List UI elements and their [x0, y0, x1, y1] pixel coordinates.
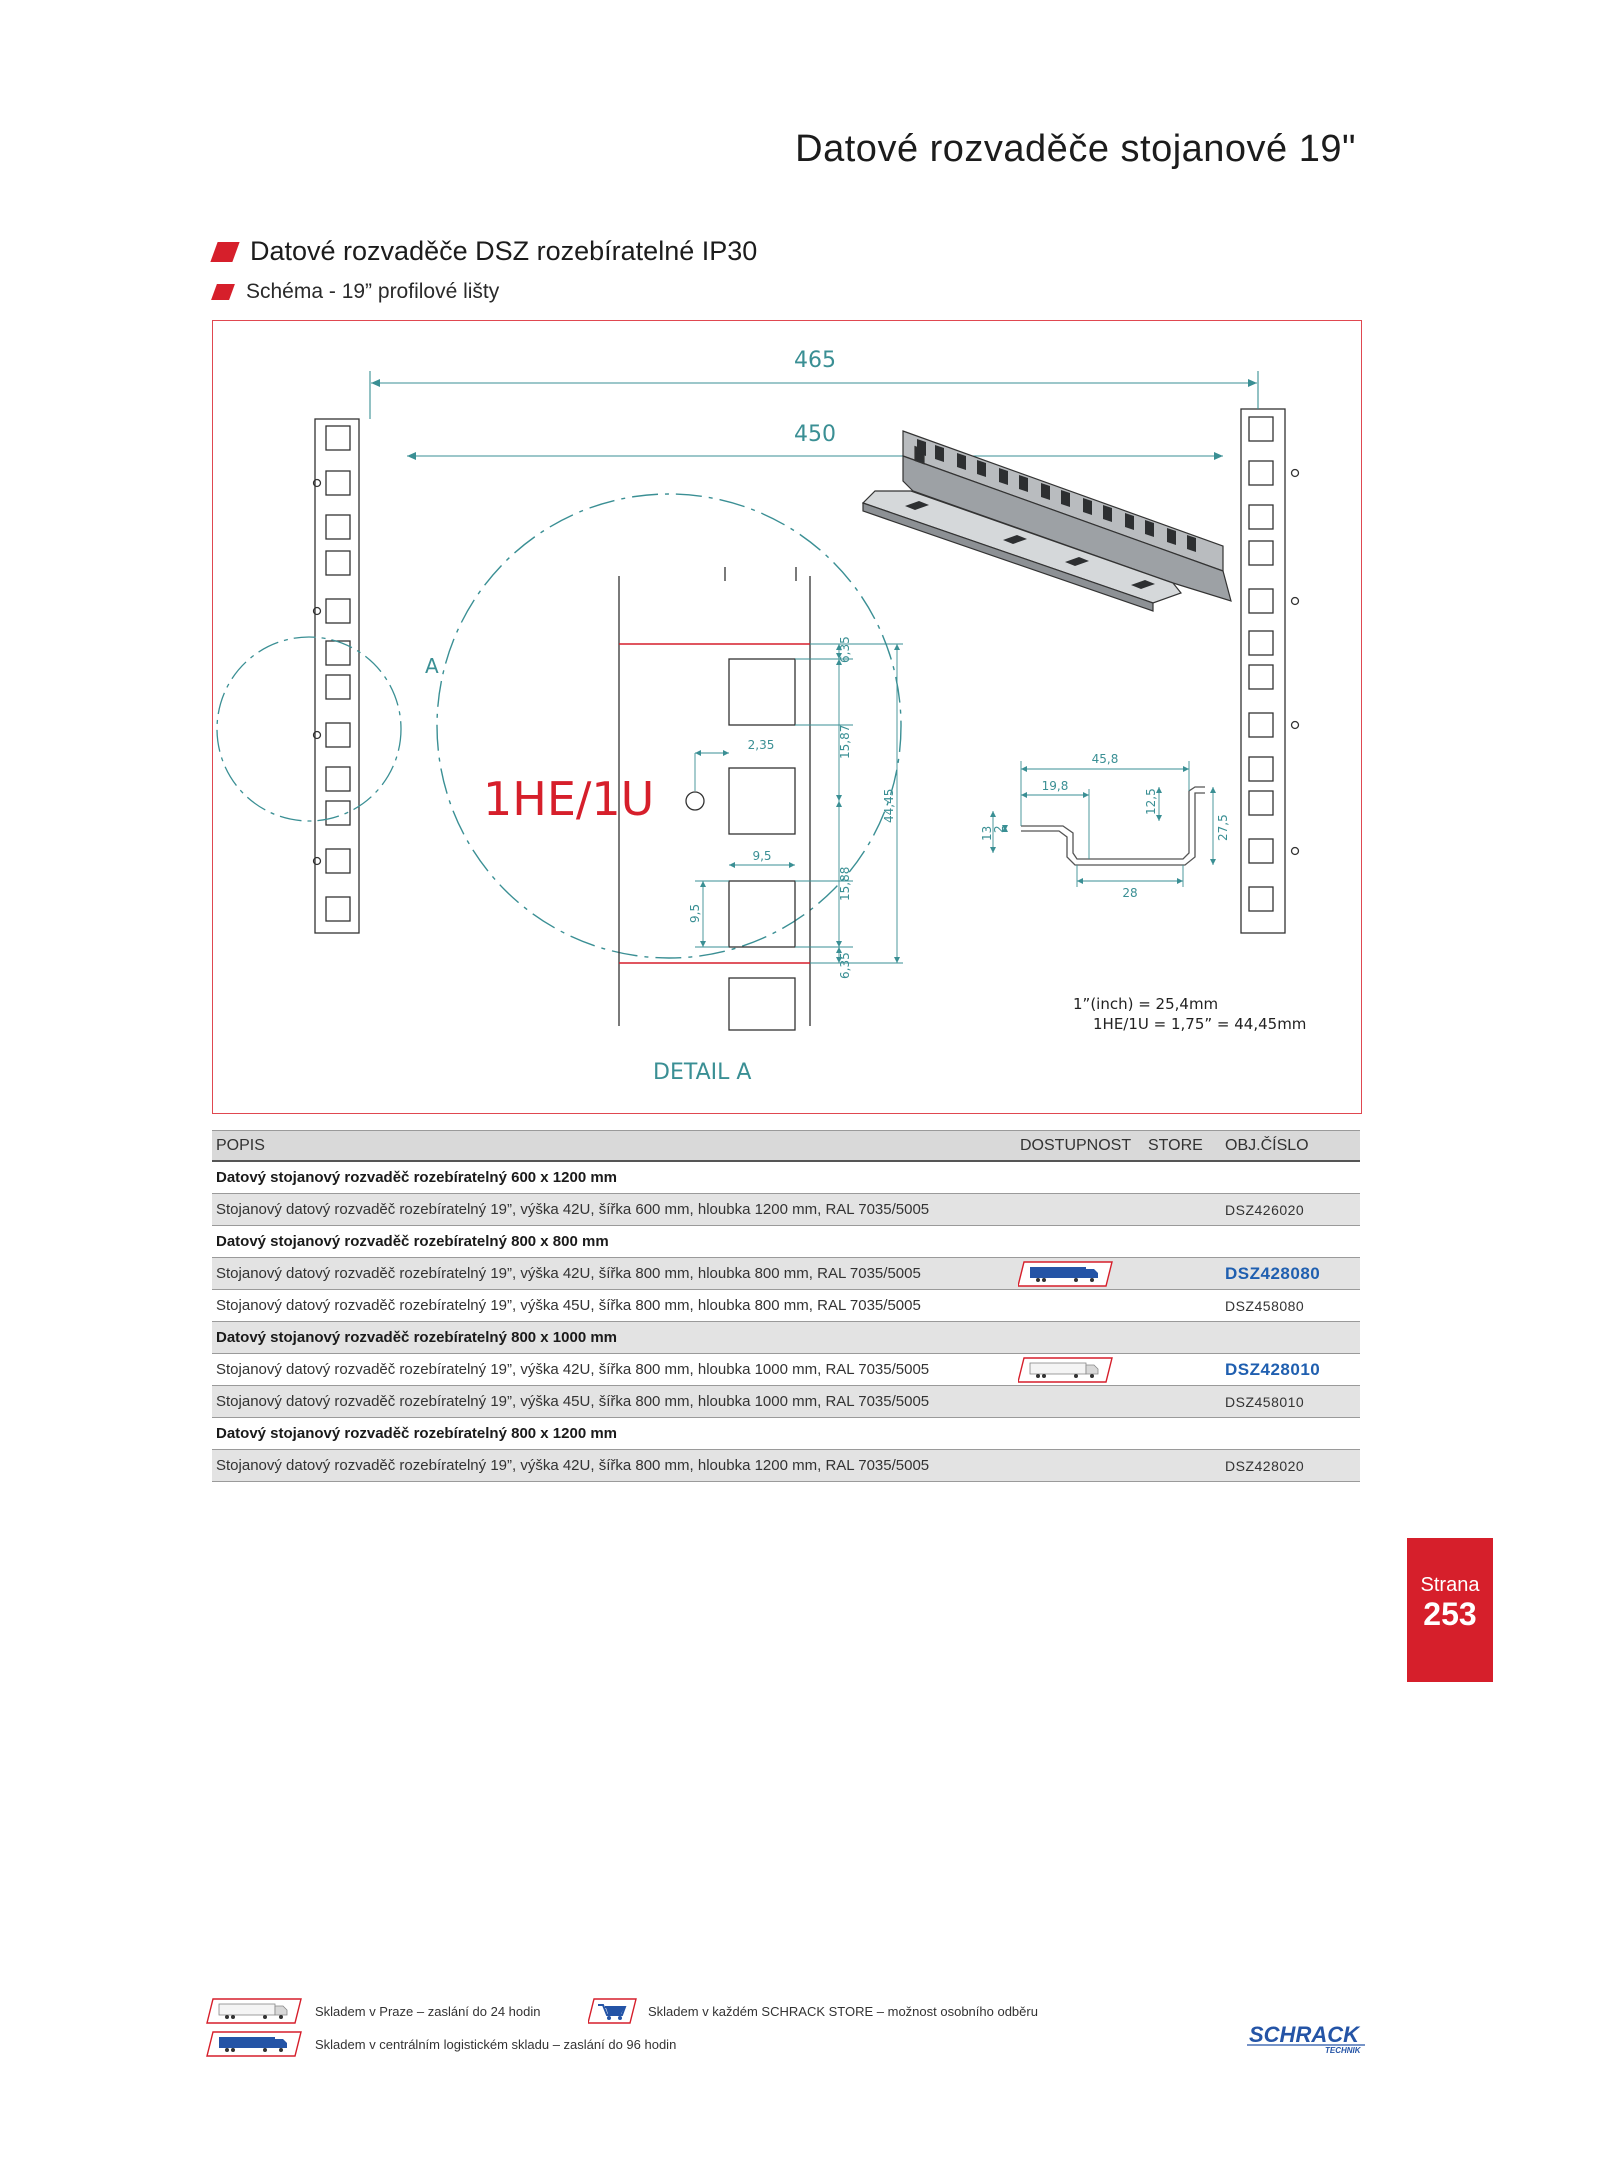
dimension-450: 450: [794, 422, 836, 447]
svg-text:6,35: 6,35: [838, 636, 852, 663]
svg-text:9,5: 9,5: [752, 849, 772, 863]
schema-drawing: [212, 320, 1362, 1114]
legend-prague: Skladem v Praze – zaslání do 24 hodin: [205, 1998, 540, 2024]
table-row: Stojanový datový rozvaděč rozebíratelný 19”, výška 42U, šířka 800 mm, hloubka 1000 mm, RAL 7035/5005 DSZ428010: [212, 1354, 1360, 1386]
svg-text:TECHNIK: TECHNIK: [1325, 2046, 1361, 2055]
product-table: [212, 1130, 1360, 1482]
svg-text:6,35: 6,35: [838, 952, 852, 979]
order-code: DSZ426020: [1225, 1201, 1305, 1218]
order-code: DSZ458080: [1225, 1297, 1305, 1314]
red-marker-icon: [211, 284, 235, 300]
shopping-cart-icon: [588, 1998, 638, 2024]
svg-text:2,35: 2,35: [747, 738, 775, 752]
prague-warehouse-truck-icon: [205, 1998, 305, 2024]
svg-text:15,88: 15,88: [838, 866, 852, 901]
svg-text:45,8: 45,8: [1091, 752, 1119, 766]
svg-text:9,5: 9,5: [688, 903, 702, 923]
red-marker-icon: [210, 242, 239, 262]
table-row: Stojanový datový rozvaděč rozebíratelný 19”, výška 42U, šířka 600 mm, hloubka 1200 mm, RAL 7035/5005 DSZ426020: [212, 1194, 1360, 1226]
page-number: 253: [1423, 1596, 1477, 1632]
rail-3d-illustration: [863, 431, 1231, 611]
profile-cross-section: [1021, 787, 1205, 865]
section-title: Datové rozvaděče DSZ rozebíratelné IP30: [250, 236, 758, 266]
svg-text:44,45: 44,45: [882, 788, 896, 823]
svg-text:SCHRACK: SCHRACK: [1249, 2022, 1359, 2047]
right-rail: [1241, 409, 1299, 933]
svg-text:13: 13: [980, 825, 994, 841]
dimension-465: 465: [794, 348, 836, 373]
section-heading: [214, 236, 757, 267]
svg-text:15,87: 15,87: [838, 724, 852, 759]
table-group-row: Datový stojanový rozvaděč rozebíratelný 600 x 1200 mm: [212, 1162, 1360, 1194]
rail-schematic: [213, 321, 1361, 1113]
legend-store: Skladem v každém SCHRACK STORE – možnost osobního odběru: [588, 1998, 1038, 2024]
note-inch: 1”(inch) = 25,4mm: [1073, 995, 1219, 1013]
svg-text:19,8: 19,8: [1041, 779, 1069, 793]
left-rail: [314, 419, 360, 933]
label-detail-a: DETAIL A: [653, 1060, 752, 1085]
svg-text:28: 28: [1122, 886, 1138, 900]
page-label: Strana: [1420, 1574, 1480, 1596]
col-dostupnost: DOSTUPNOST: [1020, 1136, 1132, 1154]
page-title: Datové rozvaděče stojanové 19": [795, 128, 1356, 170]
svg-text:2: 2: [992, 825, 1006, 833]
label-1he-1u: 1HE/1U: [483, 772, 655, 826]
detail-a-circle: [437, 494, 901, 958]
page-number-tab: [1407, 1538, 1493, 1682]
note-he: 1HE/1U = 1,75” = 44,45mm: [1093, 1015, 1307, 1033]
order-code[interactable]: DSZ428080: [1225, 1263, 1321, 1283]
table-row: Stojanový datový rozvaděč rozebíratelný 19”, výška 42U, šířka 800 mm, hloubka 800 mm, RAL 7035/5005 DSZ428080: [212, 1258, 1360, 1290]
central-warehouse-truck-icon: [205, 2031, 305, 2057]
subsection-heading: [214, 280, 499, 304]
order-code: DSZ458010: [1225, 1393, 1305, 1410]
col-popis: POPIS: [216, 1136, 265, 1154]
col-obj-cislo: OBJ.ČÍSLO: [1225, 1136, 1309, 1154]
table-row: Stojanový datový rozvaděč rozebíratelný 19”, výška 45U, šířka 800 mm, hloubka 800 mm, RAL 7035/5005 DSZ458080: [212, 1290, 1360, 1322]
svg-text:27,5: 27,5: [1216, 814, 1230, 841]
order-code: DSZ428020: [1225, 1457, 1305, 1474]
order-code[interactable]: DSZ428010: [1225, 1359, 1321, 1379]
table-group-row: Datový stojanový rozvaděč rozebíratelný 800 x 1200 mm: [212, 1418, 1360, 1450]
legend-central: Skladem v centrálním logistickém skladu – zaslání do 96 hodin: [205, 2031, 676, 2057]
table-row: Stojanový datový rozvaděč rozebíratelný 19”, výška 42U, šířka 800 mm, hloubka 1200 mm, RAL 7035/5005 DSZ428020: [212, 1450, 1360, 1482]
col-store: STORE: [1148, 1136, 1203, 1154]
prague-warehouse-truck-icon: [1018, 1357, 1114, 1383]
schrack-logo: [1245, 2020, 1371, 2056]
subsection-title: Schéma - 19” profilové lišty: [246, 280, 500, 303]
table-row: Stojanový datový rozvaděč rozebíratelný 19”, výška 45U, šířka 800 mm, hloubka 1000 mm, RAL 7035/5005 DSZ458010: [212, 1386, 1360, 1418]
label-a: A: [425, 654, 439, 678]
detail-a-marker-circle: [217, 637, 401, 821]
table-group-row: Datový stojanový rozvaděč rozebíratelný 800 x 1000 mm: [212, 1322, 1360, 1354]
table-header: [212, 1130, 1360, 1162]
central-warehouse-truck-icon: [1018, 1261, 1114, 1287]
table-group-row: Datový stojanový rozvaděč rozebíratelný 800 x 800 mm: [212, 1226, 1360, 1258]
svg-text:12,5: 12,5: [1144, 788, 1158, 815]
